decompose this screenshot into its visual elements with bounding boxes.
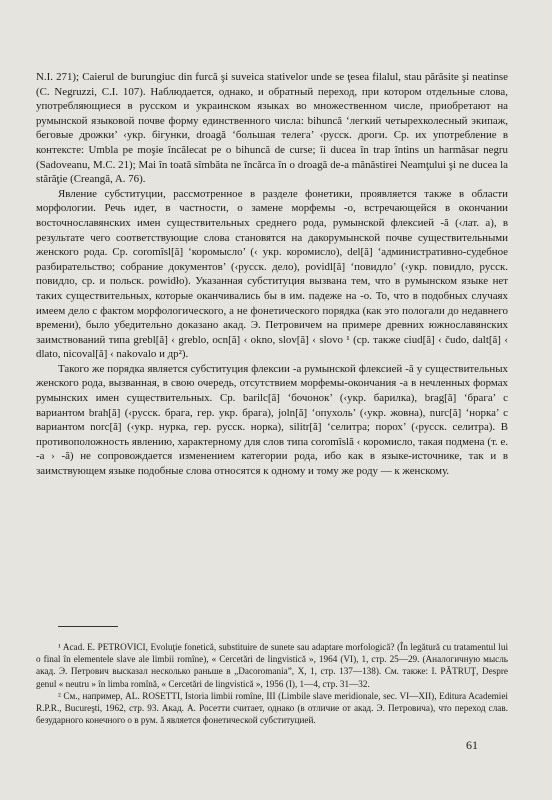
paragraph-2: Явление субституции, рассмотренное в разделе фонетики, проявляется также в области морфологии. Речь идет, в частности, о замене морфемы -о, встречающейся в окончании восточнославянских имен существительных среднего рода, румынской флексией -ă (‹лат. a), в результате чего соответствующие слова становятся на дакорумынской почве существительными женского рода. Ср. coromîsl[ă] ‘коромысло’ (‹ укр. коромисло), del[ă] ‘административно-судебное разбирательство; собрание документов’ (‹русск. дело), povidl[ă] ‘повидло’ (‹укр. повидло, русск. повидло, ср. и польск. powidło). Указанная субституция вызвана тем, что в румынском языке нет таких существительных, которые оканчивались бы в им. падеже на -о. То, что в подобных случаях имеем дело с фактом морфологического, а не фонетического порядка (как это пологали до недавнего времени), было убедительно доказано акад. Э. Петровичем на примере древних южнославянских заимствований типа grebl[ă] ‹ greblo, ocn[ă] ‹ okno, slov[ă] ‹ slovo ¹ (ср. также ciud[ă] ‹ čudo, dalt[ă] ‹ dlato, nicoval[ă] ‹ nakovalo и др²). xyxy=(36,187,508,361)
footnote-divider xyxy=(58,626,118,627)
main-text xyxy=(36,70,508,479)
footnote-1: ¹ Acad. E. PETROVICI, Evoluţie fonetică, substituire de sunete sau adaptare morfologică? (În legătură cu tratamentul lui o final în elementele slave ale limbii romîne), « Cercetări de lingvistică », 1964 (VI), 1, стр. 25—29. (Аналогичную мысль акад. Э. Петрович высказал несколько раньше в „Dacoromania”, X, 1, стр. 137—138). См. также: I. PĂTRUŢ, Despre genul « neutru » în limba romînă, « Cercetări de lingvistică », 1956 (I), 1—4, стр. 31—32. xyxy=(36,642,508,689)
page-number: 61 xyxy=(466,738,478,752)
footnote-2: ² См., например, AL. ROSETTI, Istoria limbii romîne, III (Limbile slave meridionale, sec. VI—XII), Editura Academiei R.P.R., Bucureşti, 1962, стр. 93. Акад. А. Росетти считает, однако (в отличие от акад. Э. Петровича), что переход слав. безударного конечного о в рум. ă является фонетической субституцией. xyxy=(36,690,508,726)
paragraph-1: N.I. 271); Caierul de burungiuc din furcă şi suveica stativelor unde se ţesea filalul, stau părăsite şi neatinse (C. Negruzzi, C.I. 107). Наблюдается, однако, и обратный переход, при котором отдельные слова, употребляющиеся в русском и украинском языках во множественном числе, приобретают на румынской языковой почве форму единственного числа: bihuncă ‘легкий четырехколесный экипаж, беговые дрожки’ ‹укр. бігунки, droagă ‘большая телега’ ‹русск. дроги. Ср. их употребление в контексте: Umbla pe moşie încălecat pe o bihuncă de curse; îi ducea în trap întins un harmăsar negru (Sadoveanu, M.C. 21); Mai în toată sîmbăta ne încărca în o droagă de-a mănăstirei Neamţului şi ne ducea la stărăţie (Creangă, A. 76). xyxy=(36,71,508,186)
footnotes xyxy=(36,641,508,726)
paragraph-3: Такого же порядка является субституция флексии -а румынской флексией -ă у существительных женского рода, вызванная, в свою очередь, отсутствием морфемы-окончания -а в нечленных формах румынских имен существительных. Ср. barilc[ă] ‘бочонок’ (‹укр. барилка), brag[ă] ‘брага’ с вариантом brah[ă] (‹русск. брага, гер. укр. брага), joln[ă] ‘опухоль’ (‹укр. жовна), nurc[ă] ‘норка’ с вариантом norc[ă] (‹укр. нурка, гер. русск. норка), silitr[ă] ‘селитра; порох’ (‹русск. селитра). В противоположность явлению, характерному для слов типа coromîslă ‹ коромисло, такая подмена (т. е. -а › -ă) не сопровождается изменением категории рода, ибо как в языке-источнике, так и в заимствующем языке подобные слова относятся к одному и тому же роду — к женскому. xyxy=(36,362,508,478)
